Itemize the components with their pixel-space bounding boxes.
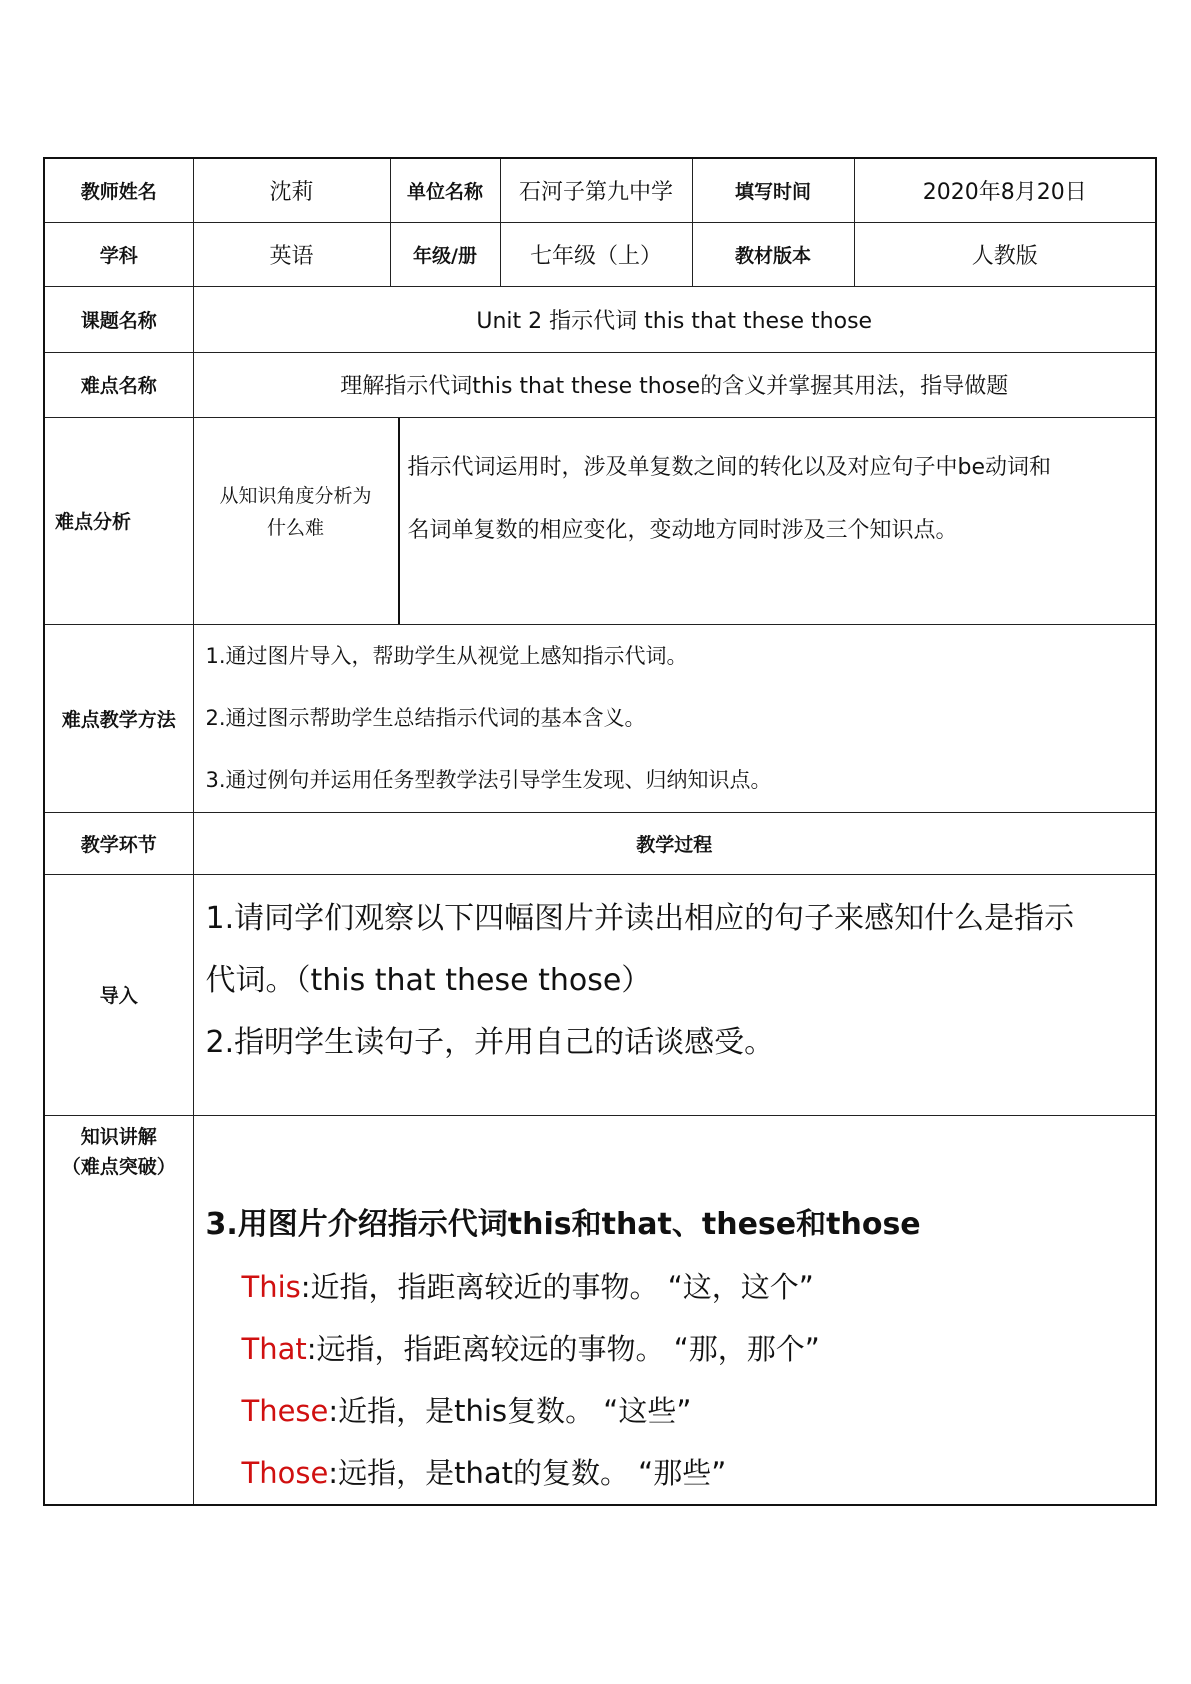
difficulty-value: 理解指示代词this that these those的含义并掌握其用法，指导做题 <box>193 352 1156 417</box>
header-row-1 <box>44 158 1156 222</box>
grade-label: 年级/册 <box>390 222 500 286</box>
edition-value: 人教版 <box>854 222 1156 286</box>
topic-label: 课题名称 <box>44 286 193 352</box>
knowledge-item-word: That <box>241 1331 307 1366</box>
lesson-plan-page <box>43 157 1155 1506</box>
teacher-name-value: 沈莉 <box>193 158 390 222</box>
topic-value: Unit 2 指示代词 this that these those <box>193 286 1156 352</box>
fill-date-label: 填写时间 <box>692 158 854 222</box>
lesson-plan-table <box>43 157 1157 1506</box>
knowledge-item <box>194 1380 1156 1442</box>
unit-name-label: 单位名称 <box>390 158 500 222</box>
method-item: 1.通过图片导入，帮助学生从视觉上感知指示代词。 <box>205 644 688 668</box>
knowledge-item-word: These <box>241 1393 329 1428</box>
knowledge-title: 3.用图片介绍指示代词this和that、these和those <box>205 1206 921 1242</box>
knowledge-label-line2: （难点突破） <box>61 1155 176 1178</box>
fill-date-value: 2020年8月20日 <box>854 158 1156 222</box>
method-content <box>193 624 1156 812</box>
method-label: 难点教学方法 <box>44 624 193 812</box>
knowledge-item-desc: :近指，指距离较近的事物。 “这，这个” <box>300 1269 814 1304</box>
difficulty-label: 难点名称 <box>44 352 193 417</box>
method-item: 3.通过例句并运用任务型教学法引导学生发现、归纳知识点。 <box>205 768 772 792</box>
process-header-row <box>44 812 1156 874</box>
intro-line: 1.请同学们观察以下四幅图片并读出相应的句子来感知什么是指示 <box>205 900 1075 936</box>
edition-label: 教材版本 <box>692 222 854 286</box>
unit-name-value: 石河子第九中学 <box>500 158 692 222</box>
analysis-row <box>44 417 1156 624</box>
analysis-label: 难点分析 <box>44 417 193 624</box>
analysis-sublabel <box>194 418 398 624</box>
intro-line: 2.指明学生读句子，并用自己的话谈感受。 <box>205 1024 775 1060</box>
knowledge-label-line1: 知识讲解 <box>80 1125 157 1148</box>
knowledge-item-desc: :近指，是this复数。 “这些” <box>328 1393 692 1428</box>
knowledge-item <box>194 1442 1156 1504</box>
process-stage-label: 教学环节 <box>44 812 193 874</box>
intro-label: 导入 <box>44 874 193 1115</box>
header-row-2 <box>44 222 1156 286</box>
teacher-name-label: 教师姓名 <box>44 158 193 222</box>
process-header-value: 教学过程 <box>193 812 1156 874</box>
knowledge-item-word: Those <box>241 1455 329 1490</box>
intro-content <box>193 874 1156 1115</box>
knowledge-item <box>194 1318 1156 1380</box>
knowledge-item <box>194 1256 1156 1318</box>
knowledge-label <box>44 1115 193 1505</box>
knowledge-item-desc: :远指，指距离较远的事物。 “那，那个” <box>306 1331 820 1366</box>
knowledge-content <box>193 1115 1156 1505</box>
analysis-content <box>193 417 1156 624</box>
knowledge-row <box>44 1115 1156 1505</box>
intro-row <box>44 874 1156 1115</box>
analysis-text-line1: 指示代词运用时，涉及单复数之间的转化以及对应句子中be动词和 <box>407 454 1052 480</box>
analysis-sublabel-line2: 什么难 <box>266 516 324 539</box>
intro-line: 代词。（this that these those） <box>205 962 652 998</box>
knowledge-item-word: This <box>241 1269 301 1304</box>
subject-label: 学科 <box>44 222 193 286</box>
analysis-sublabel-line1: 从知识角度分析为 <box>219 484 372 507</box>
grade-value: 七年级（上） <box>500 222 692 286</box>
topic-row <box>44 286 1156 352</box>
subject-value: 英语 <box>193 222 390 286</box>
analysis-text-line2: 名词单复数的相应变化，变动地方同时涉及三个知识点。 <box>407 517 958 543</box>
knowledge-item-desc: :远指，是that的复数。 “那些” <box>328 1455 727 1490</box>
difficulty-row <box>44 352 1156 417</box>
method-row <box>44 624 1156 812</box>
method-item: 2.通过图示帮助学生总结指示代词的基本含义。 <box>205 706 646 730</box>
analysis-text <box>398 418 1156 624</box>
